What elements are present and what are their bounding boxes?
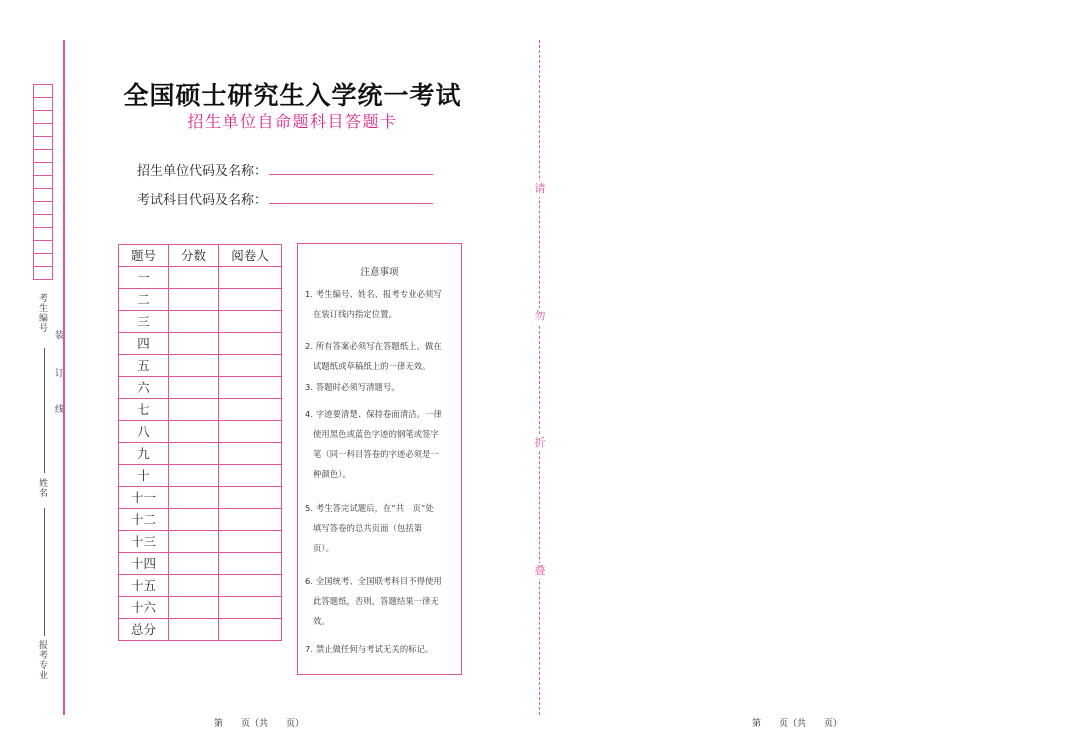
fold-dashed-line	[539, 40, 540, 715]
question-number: 十二	[119, 509, 169, 531]
grader-cell[interactable]	[219, 333, 282, 355]
score-table	[118, 244, 282, 641]
major-label: 报考专业	[37, 640, 47, 680]
binding-ding: 订	[53, 368, 63, 377]
grader-cell[interactable]	[219, 289, 282, 311]
notice-line: 填写答卷的总共页面（包括第	[313, 523, 423, 533]
notice-line: 7. 禁止做任何与考试无关的标记。	[305, 644, 434, 654]
notice-item	[305, 639, 457, 659]
score-cell[interactable]	[169, 333, 219, 355]
header-grader: 阅卷人	[219, 245, 282, 267]
score-cell[interactable]	[169, 553, 219, 575]
table-row	[119, 509, 282, 531]
table-row	[119, 465, 282, 487]
notice-line: 在装订线内指定位置。	[313, 309, 397, 319]
question-number: 十	[119, 465, 169, 487]
candidate-id-cell[interactable]	[34, 111, 52, 124]
notice-line: 3. 答题时必须写清题号。	[305, 382, 400, 392]
subject-field-label: 考试科目代码及名称：	[137, 193, 268, 208]
notice-line: 此答题纸，否则，答题结果一律无	[313, 596, 439, 606]
notice-item	[305, 571, 457, 631]
table-row	[119, 355, 282, 377]
page-title: 全国硕士研究生入学统一考试	[123, 81, 462, 110]
question-number: 十六	[119, 597, 169, 619]
table-row	[119, 597, 282, 619]
grader-cell[interactable]	[219, 531, 282, 553]
fold-char: 折	[531, 435, 549, 451]
fold-char: 请	[531, 181, 549, 197]
header-question-no: 题号	[119, 245, 169, 267]
table-row	[119, 575, 282, 597]
grader-cell[interactable]	[219, 597, 282, 619]
candidate-id-cell[interactable]	[34, 137, 52, 150]
grader-cell[interactable]	[219, 465, 282, 487]
candidate-id-cell[interactable]	[34, 215, 52, 228]
score-cell[interactable]	[169, 465, 219, 487]
question-number: 三	[119, 311, 169, 333]
header-score: 分数	[169, 245, 219, 267]
notice-line: 使用黑色或蓝色字迹的钢笔或签字	[313, 429, 439, 439]
score-cell[interactable]	[169, 443, 219, 465]
table-row	[119, 311, 282, 333]
candidate-id-grid[interactable]	[33, 84, 53, 280]
binding-xian: 线	[53, 404, 63, 413]
grader-cell[interactable]	[219, 487, 282, 509]
question-number: 十四	[119, 553, 169, 575]
notice-line: 种颜色）。	[313, 469, 351, 479]
fold-char: 勿	[531, 308, 549, 324]
notice-line: 4. 字迹要清楚、保持卷面清洁。一律	[305, 409, 442, 419]
notice-line: 6. 全国统考、全国联考科目不得使用	[305, 576, 442, 586]
grader-cell[interactable]	[219, 509, 282, 531]
grader-cell[interactable]	[219, 267, 282, 289]
score-cell[interactable]	[169, 575, 219, 597]
notice-line: 2. 所有答案必须写在答题纸上，做在	[305, 341, 442, 351]
grader-cell[interactable]	[219, 443, 282, 465]
table-row	[119, 531, 282, 553]
grader-cell[interactable]	[219, 421, 282, 443]
unit-field-label: 招生单位代码及名称：	[137, 164, 268, 179]
notice-title: 注意事项	[360, 267, 399, 278]
page-footer-left: 第 页（共 页）	[214, 719, 305, 729]
grader-cell[interactable]	[219, 575, 282, 597]
question-number: 六	[119, 377, 169, 399]
subject-field[interactable]	[137, 189, 433, 208]
question-number: 九	[119, 443, 169, 465]
notice-item	[305, 377, 457, 397]
table-row	[119, 333, 282, 355]
notice-box	[297, 243, 462, 675]
binding-line	[63, 40, 65, 715]
candidate-id-cell[interactable]	[34, 228, 52, 241]
question-number: 四	[119, 333, 169, 355]
candidate-id-cell[interactable]	[34, 267, 52, 280]
candidate-id-cell[interactable]	[34, 150, 52, 163]
score-cell[interactable]	[169, 355, 219, 377]
grader-cell[interactable]	[219, 553, 282, 575]
notice-item	[305, 498, 457, 558]
notice-line: 效。	[313, 616, 330, 626]
score-cell[interactable]	[169, 399, 219, 421]
notice-item	[305, 336, 457, 376]
candidate-id-cell[interactable]	[34, 176, 52, 189]
score-cell[interactable]	[169, 311, 219, 333]
score-cell[interactable]	[169, 531, 219, 553]
notice-item	[305, 284, 457, 324]
table-row	[119, 443, 282, 465]
candidate-id-label: 考生编号	[37, 293, 47, 333]
candidate-id-cell[interactable]	[34, 163, 52, 176]
name-underline	[44, 508, 45, 636]
candidate-id-cell[interactable]	[34, 202, 52, 215]
question-number: 十三	[119, 531, 169, 553]
table-row	[119, 619, 282, 641]
table-row	[119, 421, 282, 443]
candidate-id-underline	[44, 348, 45, 473]
binding-zhuang: 装	[53, 330, 63, 339]
notice-line: 1. 考生编号、姓名、报考专业必须写	[305, 289, 442, 299]
grader-cell[interactable]	[219, 377, 282, 399]
candidate-id-cell[interactable]	[34, 98, 52, 111]
notice-line: 试题纸或草稿纸上的一律无效。	[313, 361, 431, 371]
notice-item	[305, 404, 457, 484]
score-cell[interactable]	[169, 487, 219, 509]
score-cell[interactable]	[169, 597, 219, 619]
question-number: 五	[119, 355, 169, 377]
candidate-id-cell[interactable]	[34, 189, 52, 202]
table-row	[119, 399, 282, 421]
score-cell[interactable]	[169, 509, 219, 531]
table-row	[119, 553, 282, 575]
question-number: 一	[119, 267, 169, 289]
page-footer-right: 第 页（共 页）	[752, 719, 843, 729]
grader-cell[interactable]	[219, 619, 282, 641]
grader-cell[interactable]	[219, 311, 282, 333]
notice-line: 页）。	[313, 543, 335, 553]
subject-field-line[interactable]	[269, 191, 433, 204]
question-number: 总分	[119, 619, 169, 641]
table-row	[119, 267, 282, 289]
question-number: 七	[119, 399, 169, 421]
grader-cell[interactable]	[219, 355, 282, 377]
score-cell[interactable]	[169, 377, 219, 399]
candidate-id-cell[interactable]	[34, 241, 52, 254]
question-number: 十五	[119, 575, 169, 597]
score-cell[interactable]	[169, 289, 219, 311]
unit-field-line[interactable]	[269, 162, 433, 175]
score-cell[interactable]	[169, 267, 219, 289]
grader-cell[interactable]	[219, 399, 282, 421]
score-cell[interactable]	[169, 421, 219, 443]
name-label: 姓名	[37, 478, 47, 498]
notice-line: 5. 考生答完试题后，在“共 页”处	[305, 503, 434, 513]
score-cell[interactable]	[169, 619, 219, 641]
score-table-header	[119, 245, 282, 267]
page-subtitle: 招生单位自命题科目答题卡	[187, 112, 398, 131]
unit-field[interactable]	[137, 160, 433, 179]
question-number: 八	[119, 421, 169, 443]
question-number: 二	[119, 289, 169, 311]
table-row	[119, 377, 282, 399]
candidate-id-cell[interactable]	[34, 254, 52, 267]
fold-char: 叠	[531, 563, 549, 579]
table-row	[119, 289, 282, 311]
candidate-id-cell[interactable]	[34, 85, 52, 98]
table-row	[119, 487, 282, 509]
question-number: 十一	[119, 487, 169, 509]
notice-line: 笔（同一科目答卷的字迹必须是一	[313, 449, 439, 459]
candidate-id-cell[interactable]	[34, 124, 52, 137]
